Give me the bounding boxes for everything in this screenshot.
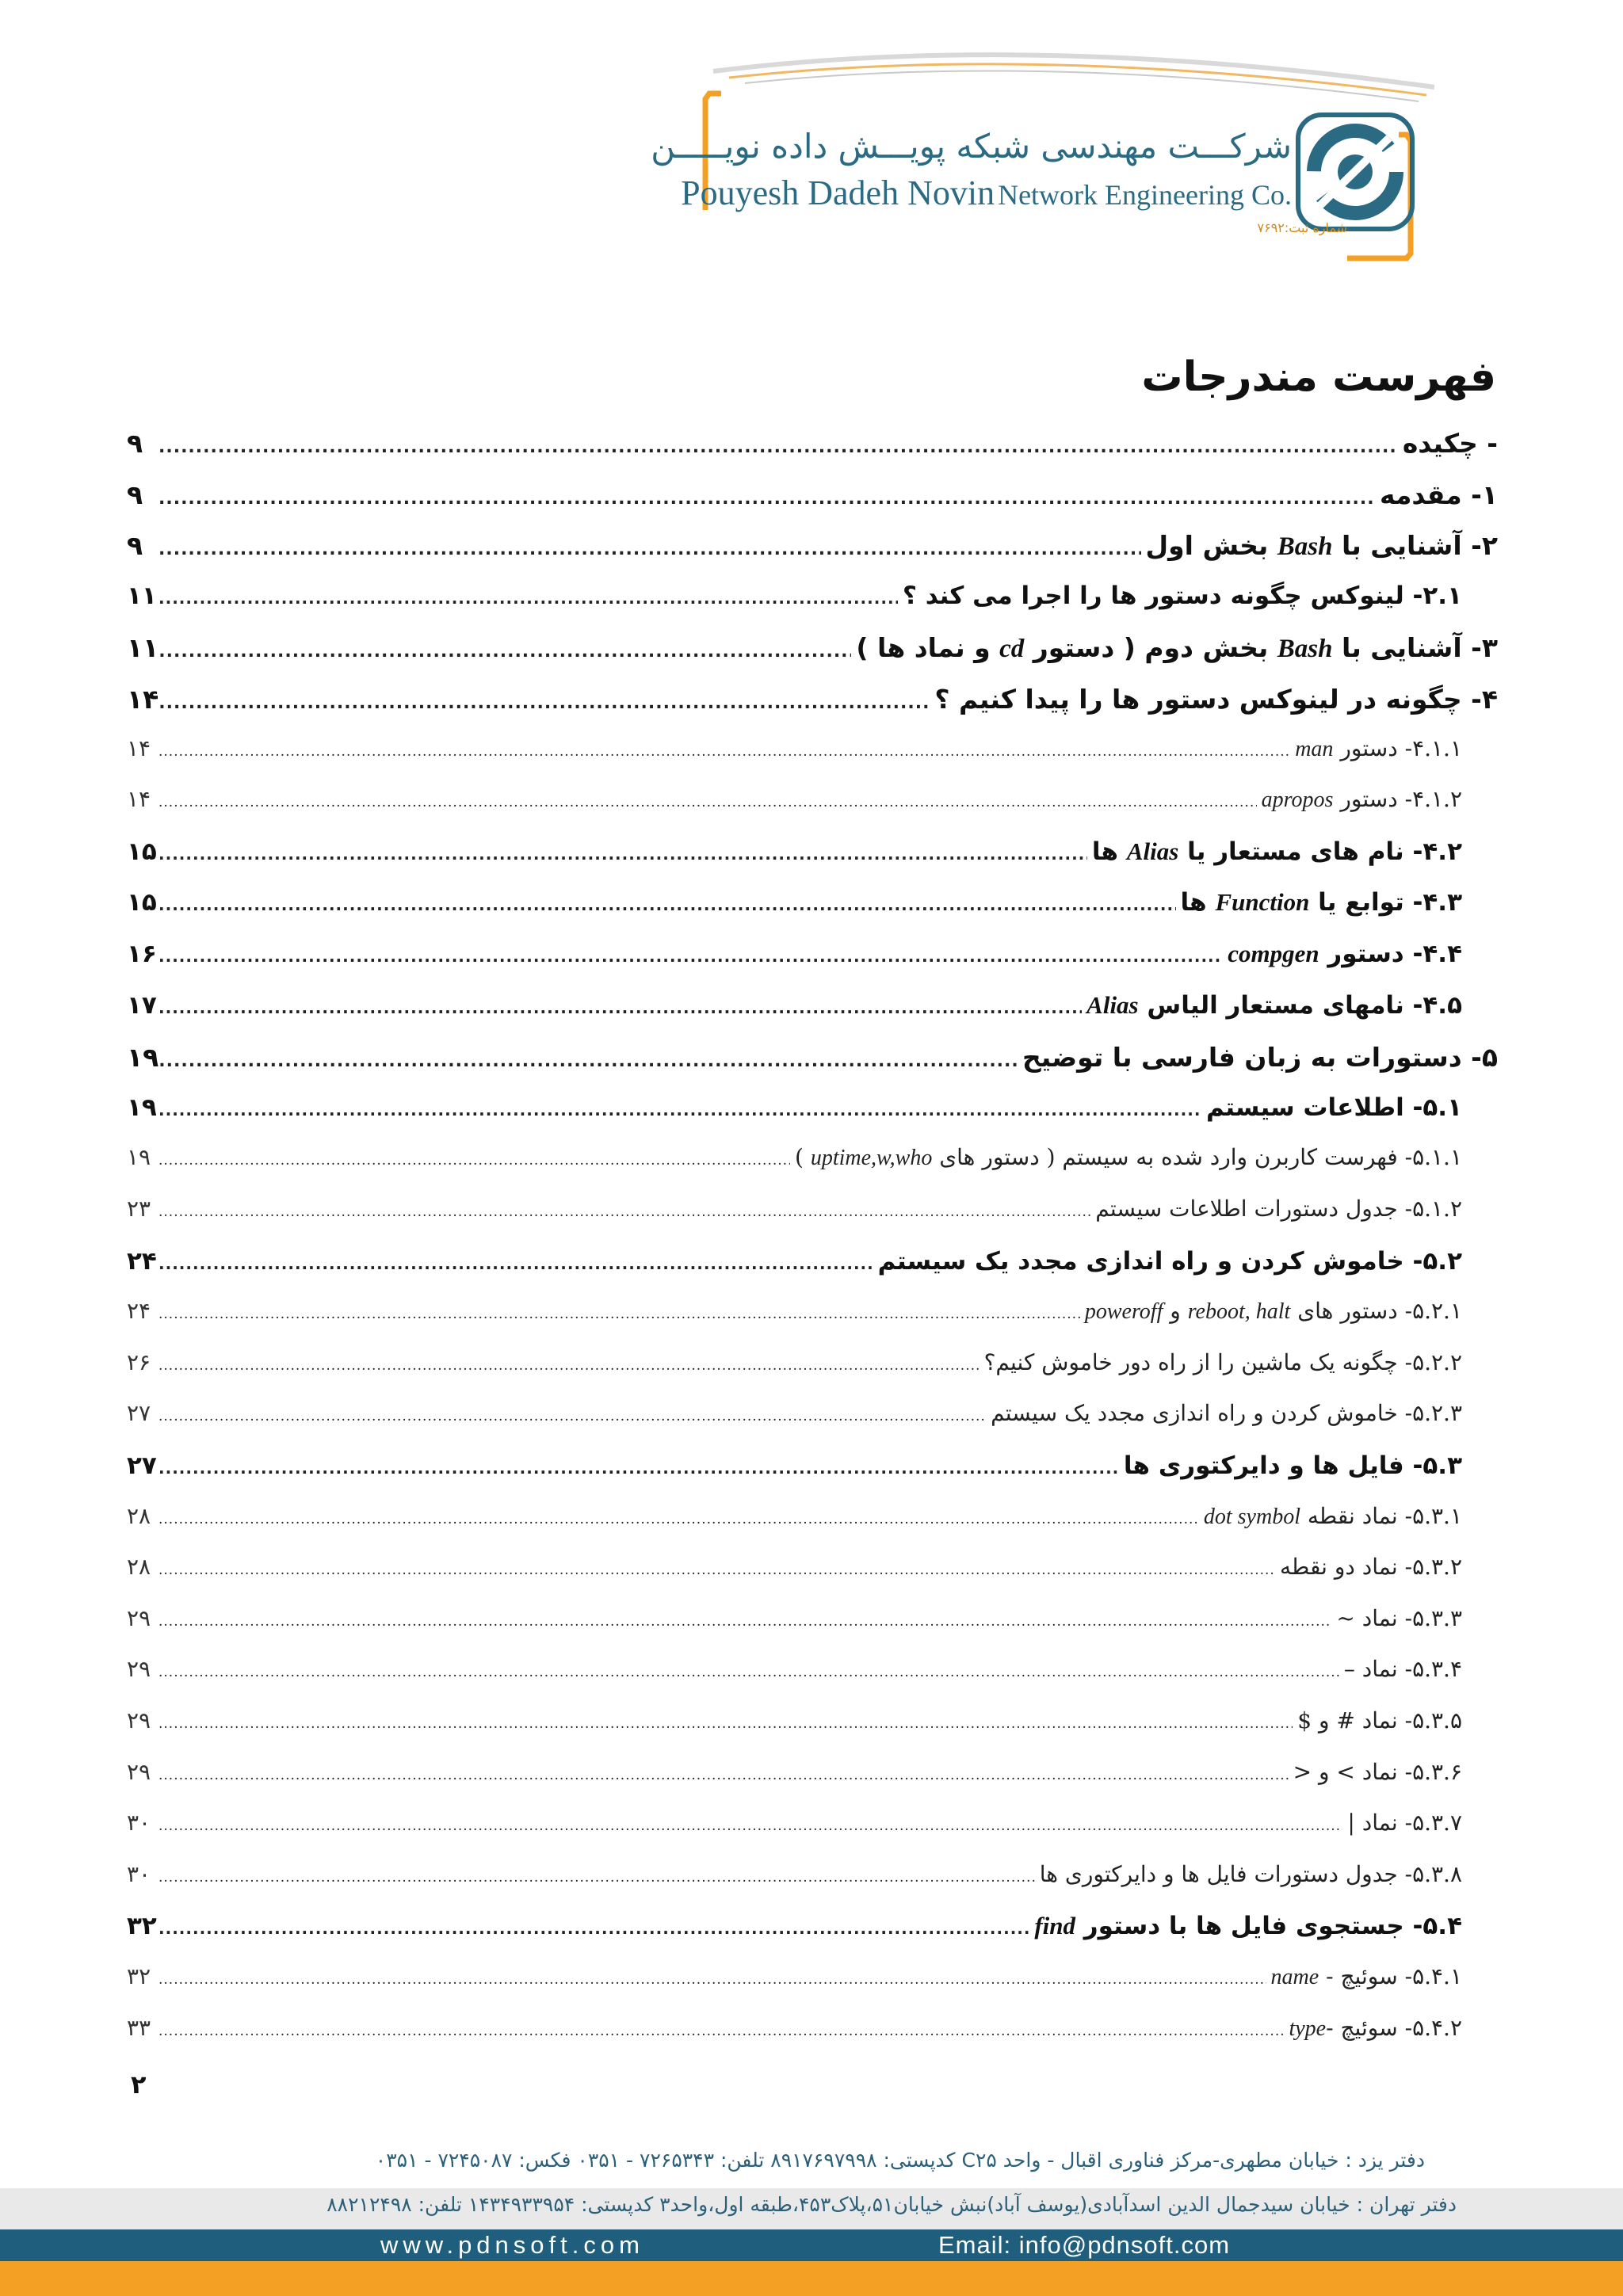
toc-entry[interactable] [127, 735, 1498, 762]
company-name-persian: شرکـــت مهندسی شبکه پویـــش داده نویـــــن [651, 127, 1292, 166]
toc-entry[interactable] [127, 1196, 1498, 1222]
toc-entry-title: ۱- مقدمه [1379, 479, 1498, 510]
toc-entry-page: ۳۲ [127, 1963, 151, 1989]
toc-entry-title: ۵.۳.۵- نماد # و $ [1297, 1707, 1462, 1733]
toc-entry-page: ۲۷ [127, 1451, 157, 1480]
toc-dot-leader [158, 1870, 1035, 1886]
toc-dot-leader [158, 1614, 1331, 1630]
toc-entry-page: ۲۳ [127, 1196, 151, 1222]
toc-entry[interactable] [127, 888, 1498, 917]
toc-dot-leader [158, 947, 1223, 966]
toc-entry-page: ۹ [127, 479, 143, 510]
toc-entry-page: ۳۰ [127, 1810, 151, 1836]
toc-entry-title: ۲.۱- لینوکس چگونه دستور ها را اجرا می کند ؟ [902, 581, 1462, 610]
toc-entry-title: ۵.۱- اطلاعات سیستم [1205, 1093, 1462, 1122]
toc-entry[interactable] [127, 1554, 1498, 1580]
toc-dot-leader [158, 1204, 1090, 1220]
company-logo-icon [1296, 113, 1415, 231]
toc-entry[interactable] [127, 1298, 1498, 1325]
toc-entry-title: ۴.۱.۱- دستور man [1295, 734, 1462, 761]
toc-dot-leader [158, 1919, 1029, 1938]
toc-entry-page: ۱۹ [127, 1042, 159, 1074]
toc-dot-leader [158, 2023, 1284, 2039]
toc-dot-leader [158, 1459, 1119, 1478]
toc-entry-page: ۲۹ [127, 1656, 151, 1683]
toc-dot-leader [158, 1358, 980, 1374]
toc-entry-title: ۵.۳.۲- نماد دو نقطه [1280, 1554, 1462, 1581]
toc-entry-page: ۲۶ [127, 1348, 151, 1375]
toc-entry-title: ۵.۳.۷- نماد | [1347, 1810, 1462, 1836]
toc-entry-page: ۱۴ [127, 734, 151, 761]
toc-latin-term: dot symbol [1203, 1504, 1300, 1529]
toc-latin-term: name [1270, 1965, 1319, 1989]
toc-entry[interactable] [127, 1810, 1498, 1836]
toc-latin-term: type [1289, 2016, 1327, 2041]
toc-entry-page: ۲۸ [127, 1502, 151, 1529]
toc-entry-title: ۲- آشنایی با Bash بخش اول [1145, 530, 1498, 562]
toc-entry[interactable] [127, 1861, 1498, 1887]
toc-latin-term: Bash [1277, 532, 1333, 562]
toc-entry[interactable] [127, 428, 1498, 459]
toc-entry-page: ۳۳ [127, 2014, 151, 2041]
toc-entry-page: ۹ [127, 530, 143, 562]
toc-dot-leader [158, 744, 1290, 760]
toc-entry-title: ۵.۱.۱- فهرست کاربرن وارد شده به سیستم ( دستور های uptime,w,who ) [795, 1144, 1462, 1171]
table-of-contents [127, 428, 1498, 2041]
toc-entry[interactable] [127, 837, 1498, 866]
toc-latin-term: poweroff [1084, 1299, 1163, 1325]
toc-dot-leader [158, 1306, 1080, 1322]
toc-entry-title: ۳- آشنایی با Bash بخش دوم ( دستور cd و نماد ها ) [856, 632, 1498, 664]
company-name-main: Pouyesh Dadeh Novin [681, 174, 995, 212]
toc-entry-title: ۴.۵- نامهای مستعار الیاس Alias [1086, 990, 1462, 1020]
footer-website-link[interactable]: www.pdnsoft.com [380, 2231, 644, 2259]
footer-tehran-address: دفتر تهران : خیابان سیدجمال الدین اسدآبادی(یوسف آباد)نبش خیابان۵۱،پلاک۴۵۳،طبقه اول،واحد۳ کدپستی: ۱۴۳۴۹۳۳۹۵۴ تلفن: ۸۸۲۱۲۴۹۸ [327, 2193, 1457, 2216]
toc-dot-leader [158, 540, 1141, 559]
toc-entry-title: ۴- چگونه در لینوکس دستور ها را پیدا کنیم ؟ [934, 684, 1498, 715]
toc-entry[interactable] [127, 1042, 1498, 1073]
toc-entry[interactable] [127, 1144, 1498, 1171]
footer-contact-band [0, 2229, 1623, 2261]
toc-dot-leader [158, 1768, 1289, 1783]
toc-entry-page: ۲۴ [127, 1246, 157, 1276]
toc-dot-leader [158, 642, 851, 662]
toc-entry-page: ۱۵ [127, 888, 157, 917]
toc-entry[interactable] [127, 991, 1498, 1020]
toc-dot-leader [158, 998, 1082, 1017]
company-header [651, 40, 1442, 269]
toc-entry[interactable] [127, 1503, 1498, 1530]
toc-entry-page: ۱۱ [127, 581, 157, 610]
toc-dot-leader [158, 795, 1257, 810]
toc-dot-leader [158, 1512, 1199, 1527]
toc-entry[interactable] [127, 684, 1498, 715]
toc-entry[interactable] [127, 786, 1498, 813]
toc-entry-page: ۱۴ [127, 786, 151, 813]
toc-entry-title: ۵.۳.۸- جدول دستورات فایل ها و دایرکتوری ها [1039, 1860, 1462, 1887]
toc-entry-title: ۴.۴- دستور compgen [1228, 940, 1462, 968]
toc-entry-page: ۲۴ [127, 1298, 151, 1325]
toc-dot-leader [158, 589, 898, 608]
toc-dot-leader [158, 489, 1375, 509]
toc-dot-leader [158, 1716, 1293, 1732]
toc-entry-page: ۳۲ [127, 1912, 157, 1941]
toc-latin-term: uptime,w,who [810, 1146, 933, 1171]
toc-entry-title: - چکیده [1402, 428, 1498, 459]
company-name-english [681, 173, 1292, 213]
toc-latin-term: compgen [1228, 940, 1319, 967]
toc-entry-title: ۵.۳.۴- نماد – [1343, 1656, 1462, 1683]
toc-entry[interactable] [127, 1912, 1498, 1940]
toc-dot-leader [158, 693, 930, 713]
toc-entry[interactable] [127, 1605, 1498, 1631]
toc-entry-page: ۲۹ [127, 1707, 151, 1733]
toc-dot-leader [158, 1100, 1201, 1119]
footer-bottom-band [0, 2261, 1623, 2296]
toc-entry-title: ۵.۲.۲- چگونه یک ماشین را از راه دور خاموش کنیم؟ [983, 1348, 1462, 1375]
toc-latin-term: Alias [1126, 837, 1179, 865]
toc-entry[interactable] [127, 582, 1498, 610]
footer-yazd-address: دفتر یزد : خیابان مطهری-مرکز فناوری اقبال - واحد C۲۵ کدپستی: ۸۹۱۷۶۹۷۹۹۸ تلفن: ۷۲۶۵۳۴۳ - ۰۳۵۱ فکس: ۷۲۴۵۰۸۷ - ۰۳۵۱ [375, 2149, 1425, 2172]
toc-entry[interactable] [127, 1759, 1498, 1785]
toc-entry-page: ۲۹ [127, 1758, 151, 1785]
toc-dot-leader [158, 895, 1176, 914]
toc-entry-title: ۵.۲.۳- خاموش کردن و راه اندازی مجدد یک سیستم [991, 1400, 1462, 1427]
toc-entry-page: ۳۰ [127, 1860, 151, 1887]
toc-dot-leader [158, 1051, 1018, 1071]
toc-entry-page: ۱۱ [127, 632, 159, 664]
toc-entry[interactable] [127, 1093, 1498, 1122]
toc-entry-page: ۲۹ [127, 1604, 151, 1631]
toc-entry-title: ۵- دستورات به زبان فارسی با توضیح [1022, 1042, 1498, 1074]
toc-entry[interactable] [127, 1349, 1498, 1375]
toc-latin-term: man [1295, 736, 1334, 761]
toc-entry-page: ۱۶ [127, 940, 157, 968]
toc-title: فهرست مندرجات [1141, 353, 1496, 401]
toc-entry[interactable] [127, 1963, 1498, 1990]
toc-entry-title: ۵.۲.۱- دستور های reboot, halt و poweroff [1084, 1298, 1462, 1325]
toc-entry[interactable] [127, 530, 1498, 562]
toc-latin-term: Bash [1277, 635, 1333, 664]
toc-entry-page: ۱۵ [127, 837, 157, 866]
toc-dot-leader [158, 1409, 986, 1425]
toc-entry[interactable] [127, 479, 1498, 510]
toc-entry-page: ۱۹ [127, 1144, 151, 1171]
toc-entry-page: ۱۴ [127, 684, 159, 715]
toc-entry-title: ۵.۱.۲- جدول دستورات اطلاعات سیستم [1095, 1196, 1462, 1222]
toc-entry-title: ۵.۴.۱- سوئیچ - name [1270, 1963, 1462, 1989]
toc-entry-title: ۴.۳- توابع یا Function ها [1180, 888, 1462, 917]
toc-entry[interactable] [127, 1451, 1498, 1480]
toc-entry[interactable] [127, 632, 1498, 664]
toc-dot-leader [158, 1153, 790, 1169]
toc-entry-title: ۵.۴- جستجوی فایل ها با دستور find [1034, 1912, 1462, 1941]
toc-dot-leader [158, 1665, 1339, 1680]
footer-email-link[interactable]: Email: info@pdnsoft.com [938, 2231, 1231, 2259]
toc-entry[interactable] [127, 1400, 1498, 1426]
toc-entry-title: ۵.۳- فایل ها و دایرکتوری ها [1123, 1451, 1462, 1480]
registration-number: شماره ثبت:۷۶۹۲ [1257, 220, 1347, 235]
page-number: ۲ [131, 2069, 147, 2100]
toc-entry[interactable] [127, 1707, 1498, 1733]
toc-entry-title: ۵.۴.۲- سوئیچ -type [1289, 2014, 1462, 2041]
toc-dot-leader [158, 845, 1087, 864]
toc-entry-title: ۵.۳.۶- نماد > و < [1293, 1758, 1462, 1785]
toc-latin-term: find [1034, 1912, 1076, 1940]
toc-dot-leader [158, 1562, 1275, 1578]
toc-entry-title: ۵.۳.۳- نماد ~ [1336, 1604, 1462, 1631]
toc-entry-page: ۱۷ [127, 990, 157, 1020]
toc-entry-title: ۴.۱.۲- دستور apropos [1261, 786, 1462, 813]
toc-latin-term: apropos [1261, 788, 1334, 813]
toc-entry[interactable] [127, 1247, 1498, 1276]
toc-entry-page: ۲۸ [127, 1554, 151, 1581]
toc-entry[interactable] [127, 1656, 1498, 1682]
company-name-sub: Network Engineering Co. [998, 179, 1292, 211]
toc-latin-term: Function [1215, 888, 1310, 917]
toc-dot-leader [158, 1972, 1266, 1988]
toc-dot-leader [158, 1254, 873, 1273]
toc-entry-page: ۹ [127, 428, 143, 459]
toc-entry-title: ۵.۲- خاموش کردن و راه اندازی مجدد یک سیستم [877, 1246, 1462, 1276]
toc-latin-term: Alias [1086, 990, 1139, 1019]
toc-dot-leader [158, 437, 1398, 457]
toc-entry-page: ۱۹ [127, 1093, 157, 1122]
toc-dot-leader [158, 1818, 1342, 1834]
toc-entry-title: ۴.۲- نام های مستعار یا Alias ها [1091, 837, 1462, 866]
toc-entry-page: ۲۷ [127, 1400, 151, 1427]
toc-latin-term: cd [999, 635, 1025, 664]
toc-entry[interactable] [127, 940, 1498, 968]
toc-entry[interactable] [127, 2015, 1498, 2042]
toc-entry-title: ۵.۳.۱- نماد نقطه dot symbol [1203, 1502, 1462, 1529]
toc-latin-term: reboot, halt [1187, 1299, 1291, 1325]
